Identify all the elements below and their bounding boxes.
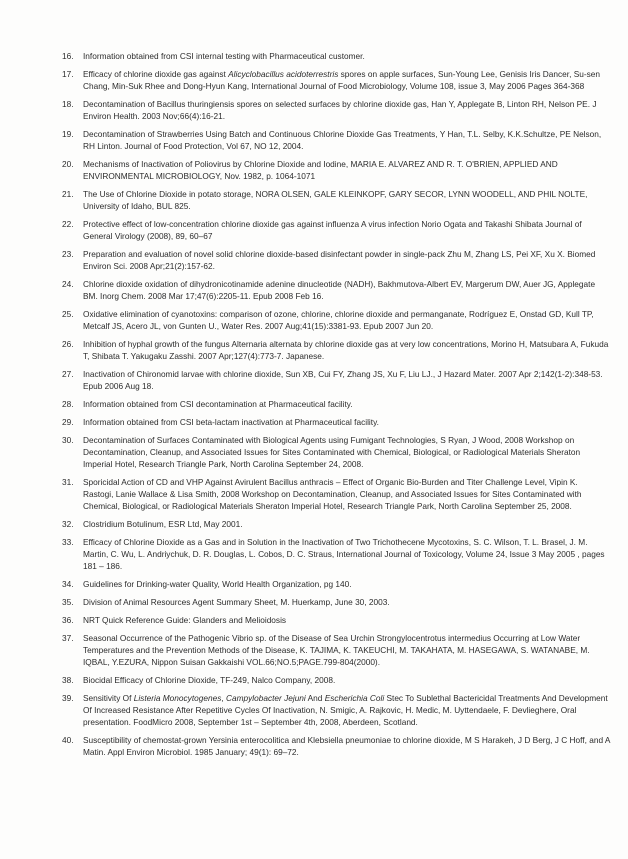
reference-number: 33. — [62, 537, 74, 547]
reference-text: Information obtained from CSI beta-lactam inactivation at Pharmaceutical facility. — [83, 417, 379, 427]
reference-text: Information obtained from CSI internal testing with Pharmaceutical customer. — [83, 51, 365, 61]
reference-item — [62, 632, 610, 668]
reference-text: Information obtained from CSI decontamination at Pharmaceutical facility. — [83, 399, 353, 409]
reference-text: Efficacy of chlorine dioxide gas against Alicyclobacillus acidoterrestris spores on apple surfaces, Sun-Young Lee, Genisis Iris Dancer, Su-sen Chang, Min-Suk Rhee and Dong-Hyun Kang, International Journal of Food Microbiology, Volume 108, issue 3, May 2006 Pages 364-368 — [83, 69, 600, 91]
species-name: Escherichia Coli — [324, 693, 385, 703]
reference-text: Decontamination of Bacillus thuringiensis spores on selected surfaces by chlorine dioxide gas, Han Y, Applegate B, Linton RH, Nelson PE. J Environ Health. 2003 Nov;66(4):16-21. — [83, 99, 597, 121]
reference-item — [62, 614, 610, 626]
reference-number: 32. — [62, 519, 74, 529]
reference-item — [62, 476, 610, 512]
reference-item — [62, 278, 610, 302]
reference-number: 31. — [62, 477, 74, 487]
reference-text: Efficacy of Chlorine Dioxide as a Gas and in Solution in the Inactivation of Two Trichothecene Mycotoxins, S. C. Wilson, T. L. Brasel, J. M. Martin, C. Wu, L. Andriychuk, D. R. Douglas, L. Cobos, D. C. Straus, International Journal of Toxicology, Volume 24, Issue 3 May 2005 , pages 181 – 186. — [83, 537, 605, 571]
reference-item — [62, 596, 610, 608]
reference-item — [62, 308, 610, 332]
reference-item — [62, 398, 610, 410]
reference-item — [62, 128, 610, 152]
reference-number: 38. — [62, 675, 74, 685]
reference-number: 27. — [62, 369, 74, 379]
reference-item — [62, 68, 610, 92]
reference-number: 25. — [62, 309, 74, 319]
reference-number: 30. — [62, 435, 74, 445]
reference-item — [62, 188, 610, 212]
reference-item — [62, 578, 610, 590]
reference-number: 22. — [62, 219, 74, 229]
reference-text: Susceptibility of chemostat-grown Yersinia enterocolitica and Klebsiella pneumoniae to chlorine dioxide, M S Harakeh, J D Berg, J C Hoff, and A Matin. Appl Environ Microbiol. 1985 January; 49(1): 69–72. — [83, 735, 610, 757]
reference-text: Inactivation of Chironomid larvae with chlorine dioxide, Sun XB, Cui FY, Zhang JS, Xu F, Liu LJ., J Hazard Mater. 2007 Apr 2;142(1-2):348-53. Epub 2006 Aug 18. — [83, 369, 603, 391]
reference-text: Guidelines for Drinking-water Quality, World Health Organization, pg 140. — [83, 579, 352, 589]
reference-number: 39. — [62, 693, 74, 703]
reference-number: 24. — [62, 279, 74, 289]
reference-item — [62, 158, 610, 182]
reference-item — [62, 416, 610, 428]
reference-number: 36. — [62, 615, 74, 625]
reference-text: NRT Quick Reference Guide: Glanders and Melioidosis — [83, 615, 287, 625]
species-name: Alicyclobacillus acidoterrestris — [228, 69, 339, 79]
reference-number: 18. — [62, 99, 74, 109]
reference-text: Decontamination of Strawberries Using Batch and Continuous Chlorine Dioxide Gas Treatments, Y Han, T.L. Selby, K.K.Schultze, PE Nelson, RH Linton. Journal of Food Protection, Vol 67, NO 12, 2004. — [83, 129, 602, 151]
reference-text: Protective effect of low-concentration chlorine dioxide gas against influenza A virus infection Norio Ogata and Takashi Shibata Journal of General Virology (2008), 89, 60–67 — [83, 219, 582, 241]
reference-item — [62, 338, 610, 362]
reference-text: Preparation and evaluation of novel solid chlorine dioxide-based disinfectant powder in single-pack Zhu M, Zhang LS, Pei XF, Xu X. Biomed Environ Sci. 2008 Apr;21(2):157-62. — [83, 249, 596, 271]
reference-item — [62, 50, 610, 62]
species-name: Campylobacter Jejuni — [225, 693, 306, 703]
reference-list — [62, 50, 610, 764]
reference-text: Division of Animal Resources Agent Summary Sheet, M. Huerkamp, June 30, 2003. — [83, 597, 390, 607]
reference-item — [62, 218, 610, 242]
reference-number: 23. — [62, 249, 74, 259]
reference-text: Mechanisms of Inactivation of Poliovirus by Chlorine Dioxide and Iodine, MARIA E. ALVAREZ AND R. T. O'BRIEN, APPLIED AND ENVIRONMENTAL MICROBIOLOGY, Nov. 1982, p. 1064-1071 — [83, 159, 558, 181]
reference-item — [62, 518, 610, 530]
reference-item — [62, 734, 610, 758]
reference-number: 16. — [62, 51, 74, 61]
reference-text: Sporicidal Action of CD and VHP Against Avirulent Bacillus anthracis – Effect of Organic Bio-Burden and Titer Challenge Level, Vipin K. Rastogi, Lanie Wallace & Lisa Smith, 2008 Workshop on Decontamination, Cleanup, and Associated Issues for Sites Contaminated with Chemical, Biological, or Radiological Materials Sheraton Imperial Hotel, Research Triangle Park, North Carolina September 25, 2008. — [83, 477, 582, 511]
reference-number: 29. — [62, 417, 74, 427]
reference-number: 28. — [62, 399, 74, 409]
reference-number: 37. — [62, 633, 74, 643]
reference-text: Chlorine dioxide oxidation of dihydronicotinamide adenine dinucleotide (NADH), Bakhmutova-Albert EV, Margerum DW, Auer JG, Applegate BM. Inorg Chem. 2008 Mar 17;47(6):2205-11. Epub 2008 Feb 16. — [83, 279, 596, 301]
species-name: Listeria Monocytogenes — [133, 693, 222, 703]
reference-number: 17. — [62, 69, 74, 79]
reference-item — [62, 536, 610, 572]
reference-item — [62, 368, 610, 392]
reference-number: 19. — [62, 129, 74, 139]
reference-number: 20. — [62, 159, 74, 169]
reference-number: 21. — [62, 189, 74, 199]
reference-item — [62, 692, 610, 728]
reference-item — [62, 248, 610, 272]
reference-text: Seasonal Occurrence of the Pathogenic Vibrio sp. of the Disease of Sea Urchin Strongylocentrotus intermedius Occurring at Low Water Temperatures and the Prevention Methods of the Disease, K. TAJIMA, K. TAKEUCHI, M. TAKAHATA, M. HASEGAWA, S. WATANABE, M. IQBAL, Y.EZURA, Nippon Suisan Gakkaishi VOL.66;NO.5;PAGE.799-804(2000). — [83, 633, 590, 667]
reference-item — [62, 434, 610, 470]
reference-text: Decontamination of Surfaces Contaminated with Biological Agents using Fumigant Technologies, S Ryan, J Wood, 2008 Workshop on Decontamination, Cleanup, and Associated Issues for Sites Contaminated with Chemical, Biological, or Radiological Materials Sheraton Imperial Hotel, Research Triangle Park, North Carolina September 24, 2008. — [83, 435, 581, 469]
reference-number: 40. — [62, 735, 74, 745]
reference-text: Oxidative elimination of cyanotoxins: comparison of ozone, chlorine, chlorine dioxide and permanganate, Rodríguez E, Onstad GD, Kull TP, Metcalf JS, Acero JL, von Gunten U., Water Res. 2007 Aug;41(15):3381-93. Epub 2007 Jun 20. — [83, 309, 594, 331]
reference-text: Clostridium Botulinum, ESR Ltd, May 2001. — [83, 519, 243, 529]
reference-text: Biocidal Efficacy of Chlorine Dioxide, TF-249, Nalco Company, 2008. — [83, 675, 336, 685]
reference-number: 26. — [62, 339, 74, 349]
reference-text: Sensitivity Of Listeria Monocytogenes, Campylobacter Jejuni And Escherichia Coli Stec To Sublethal Bactericidal Treatments And Development Of Increased Resistance After Repetitive Cycles Of Inactivation, N. Smigic, A. Rajkovic, H. Medic, M. Uyttendaele, F. Devlieghere, Oral presentation. FoodMicro 2008, September 1st – September 4th, 2008, Aberdeen, Scotland. — [83, 693, 608, 727]
reference-text: Inhibition of hyphal growth of the fungus Alternaria alternata by chlorine dioxide gas at very low concentrations, Morino H, Matsubara A, Fukuda T, Shibata T. Yakugaku Zasshi. 2007 Apr;127(4):773-7. Japanese. — [83, 339, 609, 361]
reference-number: 35. — [62, 597, 74, 607]
reference-item — [62, 98, 610, 122]
reference-number: 34. — [62, 579, 74, 589]
reference-text: The Use of Chlorine Dioxide in potato storage, NORA OLSEN, GALE KLEINKOPF, GARY SECOR, LYNN WOODELL, AND PHIL NOLTE, University of Idaho, BUL 825. — [83, 189, 588, 211]
reference-item — [62, 674, 610, 686]
